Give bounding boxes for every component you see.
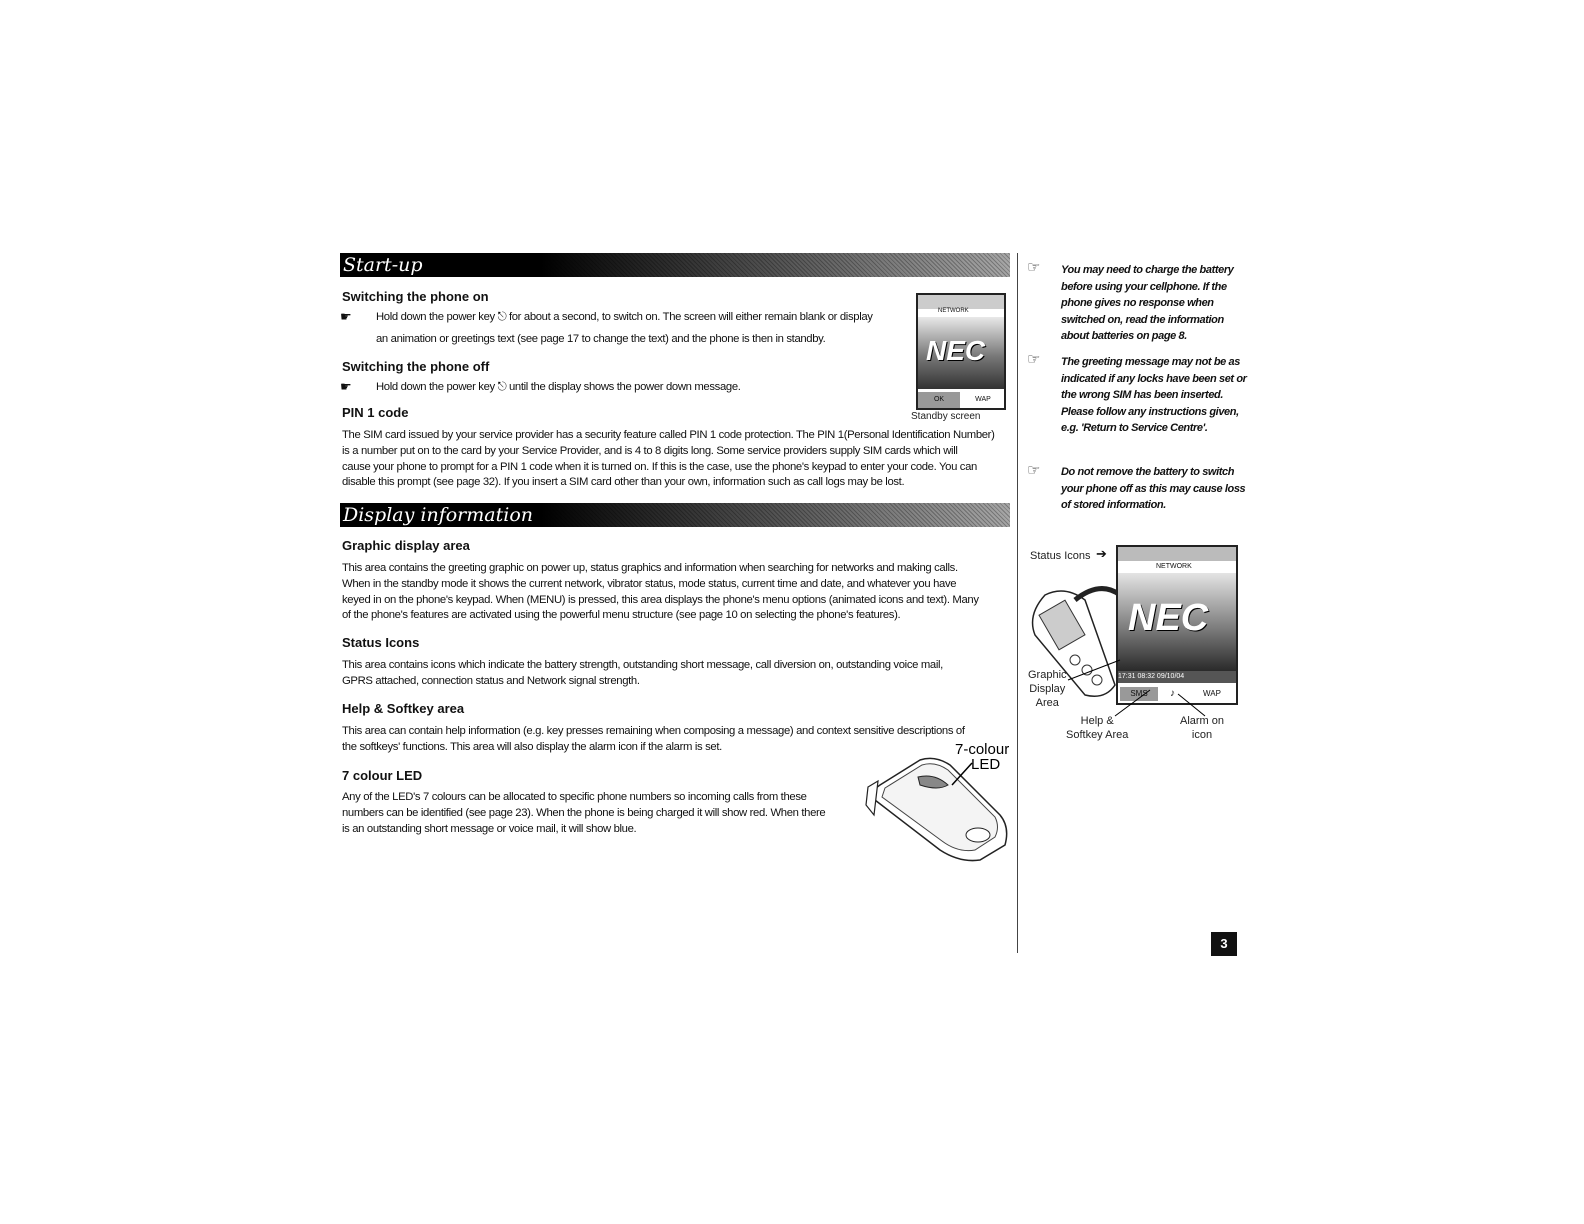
pin-heading: PIN 1 code	[342, 405, 409, 420]
note-icon: ☞	[1027, 462, 1041, 479]
label-line: Graphic	[1028, 669, 1067, 681]
label-line: Softkey Area	[1066, 729, 1129, 741]
text-line: When in the standby mode it shows the current network, vibrator status, mode status, current time and date, and whatever you have	[342, 577, 957, 590]
graphic-display-heading: Graphic display area	[342, 538, 470, 553]
label-line: Display	[1029, 683, 1066, 695]
text-line: disable this prompt (see page 32). If you insert a SIM card other than your own, information such as call logs may be lost.	[342, 476, 905, 489]
status-icons-label: Status Icons	[1030, 550, 1091, 562]
text-line: numbers can be identified (see page 23). When the phone is being charged it will show red. When there	[342, 806, 826, 819]
note-icon: ☞	[1027, 351, 1041, 368]
column-divider	[1017, 253, 1018, 953]
label-line: Alarm on	[1180, 715, 1225, 727]
network-label: NETWORK	[1156, 563, 1192, 570]
softkey-left: SMS	[1120, 687, 1158, 701]
network-label: NETWORK	[938, 308, 969, 314]
note-greeting: The greeting message may not be as indicated if any locks have been set or the wrong SIM has been inserted. Please follow any instructions given, e.g. 'Return to Service Centre'.	[1061, 356, 1247, 434]
softkey-right: WAP	[975, 396, 991, 403]
text-line: of the phone's features are activated using the powerful menu structure (see page 10 on selecting the phone's features).	[342, 609, 901, 622]
text-line: Any of the LED's 7 colours can be allocated to specific phone numbers so incoming calls from these	[342, 791, 807, 803]
switch-on-text-2: an animation or greetings text (see page 17 to change the text) and the phone is then in standby.	[376, 333, 826, 345]
softkey-right: WAP	[1203, 689, 1221, 698]
alarm-bell-icon: ♪	[1170, 688, 1175, 699]
pointing-hand-icon: ☛	[340, 379, 352, 394]
standby-caption: Standby screen	[911, 411, 981, 422]
text-line: is an outstanding short message or voice mail, it will show blue.	[342, 822, 637, 835]
softkey-left: OK	[918, 392, 960, 408]
note-battery: You may need to charge the battery before using your cellphone. If the phone gives no response when switched on, read the information about batteries on page 8.	[1061, 264, 1234, 342]
startup-banner: Start-up	[340, 253, 1010, 277]
nec-logo: NEC	[926, 335, 986, 366]
text-line: the softkeys' functions. This area will also display the alarm icon if the alarm is set.	[342, 740, 722, 753]
switch-on-heading: Switching the phone on	[342, 289, 489, 304]
status-icons-heading: Status Icons	[342, 635, 420, 650]
switch-on-text-1: Hold down the power key ⎋ for about a second, to switch on. The screen will either remain blank or display	[376, 311, 873, 323]
help-softkey-heading: Help & Softkey area	[342, 701, 465, 716]
graphic-display-paragraph	[342, 561, 1014, 624]
status-icons-bar	[1118, 547, 1236, 561]
status-bar	[918, 295, 1004, 309]
note-icon: ☞	[1027, 259, 1041, 276]
arrow-right-icon: ➔	[1096, 546, 1107, 561]
pin-paragraph	[342, 428, 1014, 491]
text-line: This area can contain help information (e.g. key presses remaining when composing a message) and context sensitive descriptions of	[342, 725, 965, 737]
text-line: This area contains icons which indicate the battery strength, outstanding short message, call diversion on, outstanding voice mail,	[342, 659, 943, 671]
led-callout-line1: 7-colour	[955, 741, 1010, 758]
text-line: is a number put on to the card by your Service Provider, and is 4 to 8 digits long. Some service providers supply SIM cards which will	[342, 444, 958, 457]
standby-screen-image	[916, 293, 1006, 410]
status-icons-paragraph	[342, 658, 1014, 690]
note-remove-battery: Do not remove the battery to switch your phone off as this may cause loss of stored information.	[1061, 466, 1246, 511]
time-date-strip: 17:31 08:32 09/10/04	[1118, 671, 1236, 683]
nec-logo: NEC	[1128, 597, 1209, 639]
switch-off-heading: Switching the phone off	[342, 359, 490, 374]
pointing-hand-icon: ☛	[340, 309, 352, 324]
callout-lines	[1060, 650, 1240, 720]
switch-off-text: Hold down the power key ⎋ until the display shows the power down message.	[376, 381, 741, 393]
text-line: keyed in on the phone's keypad. When (MENU) is pressed, this area displays the phone's menu options (animated icons and text). Many	[342, 593, 979, 606]
display-banner: Display information	[340, 503, 1010, 527]
text-line: This area contains the greeting graphic on power up, status graphics and information when searching for networks and making calls.	[342, 562, 958, 574]
text-line: cause your phone to prompt for a PIN 1 code when it is turned on. If this is the case, use the phone's keypad to enter your code. You can	[342, 460, 977, 473]
label-line: Area	[1035, 697, 1059, 709]
text-line: The SIM card issued by your service provider has a security feature called PIN 1 code protection. The PIN 1(Personal Identification Number)	[342, 429, 995, 441]
help-softkey-paragraph	[342, 724, 1014, 756]
closed-phone-illustration	[860, 755, 1012, 865]
label-line: Help &	[1080, 715, 1114, 727]
led-paragraph	[342, 790, 862, 837]
label-line: icon	[1191, 729, 1213, 741]
led-heading: 7 colour LED	[342, 768, 423, 783]
led-callout-line2: LED	[971, 756, 1001, 773]
page-number: 3	[1211, 932, 1237, 956]
text-line: GPRS attached, connection status and Network signal strength.	[342, 674, 640, 687]
